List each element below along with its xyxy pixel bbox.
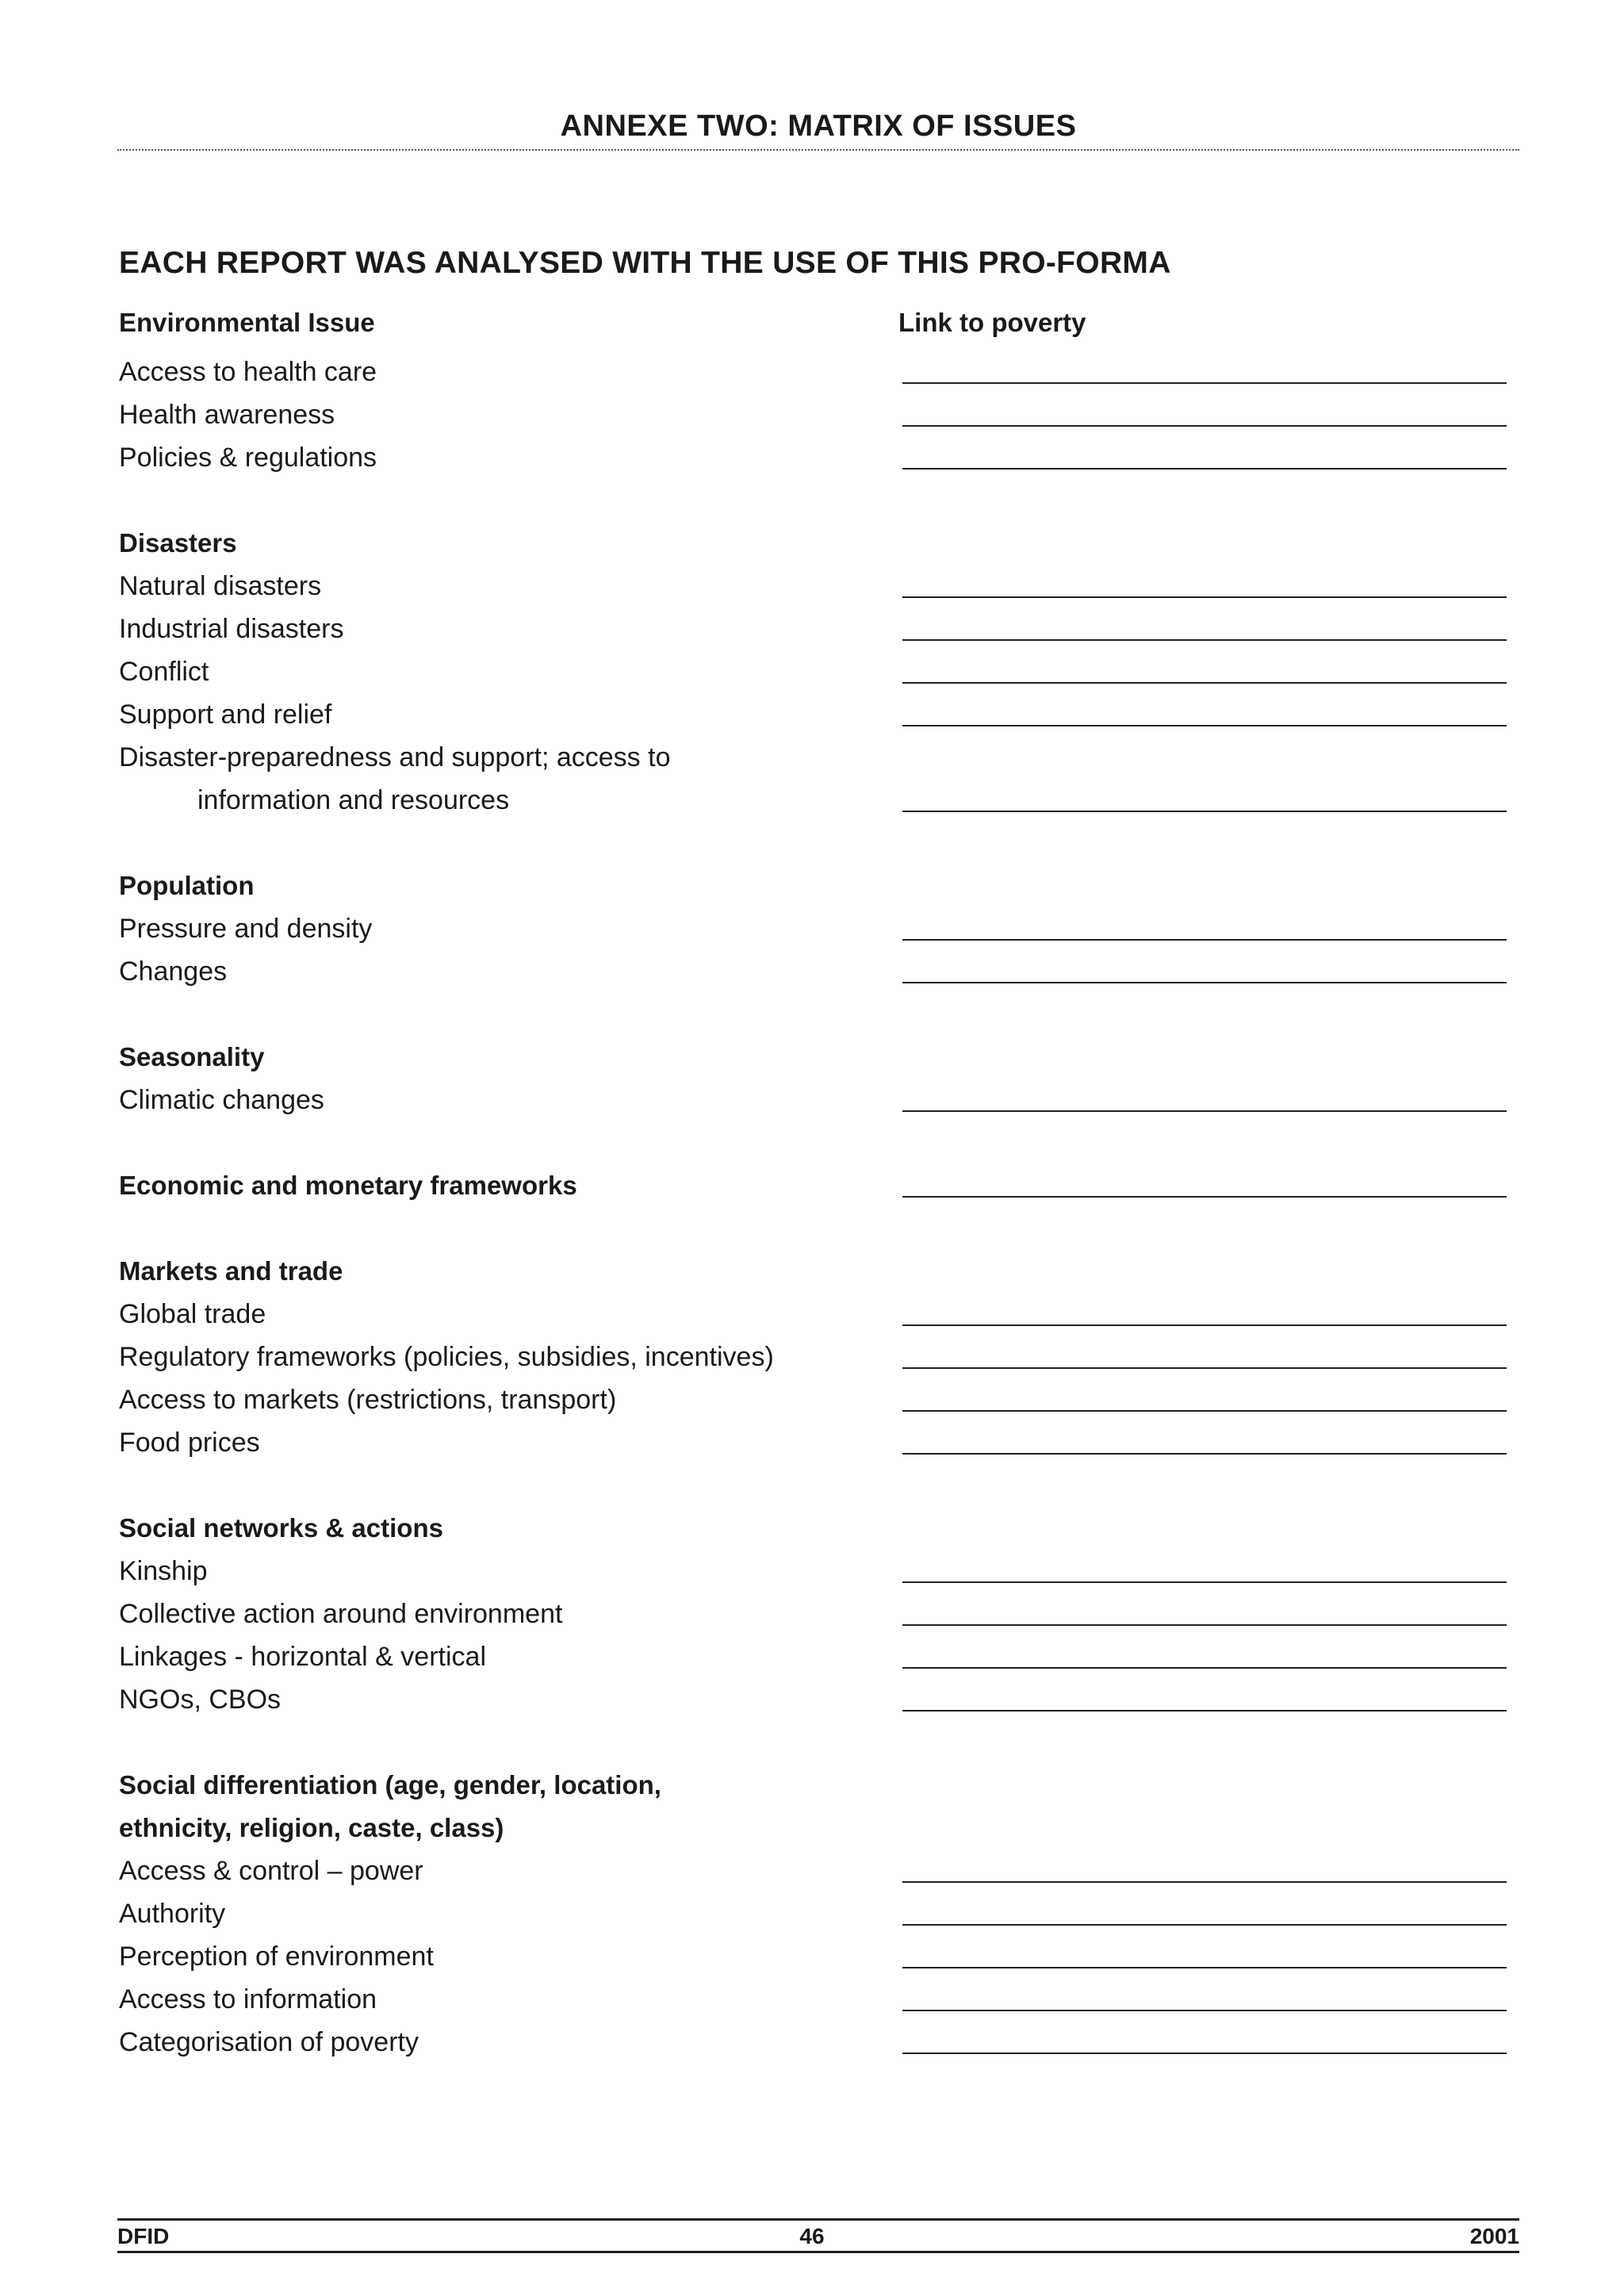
list-item xyxy=(119,1678,1507,1721)
column-header-environmental-issue: Environmental Issue xyxy=(119,308,375,337)
answer-line xyxy=(902,2053,1507,2054)
issue-label: Linkages - horizontal & vertical xyxy=(119,1642,487,1672)
issue-label: Access to health care xyxy=(119,357,377,387)
issue-label: Kinship xyxy=(119,1556,208,1586)
answer-line xyxy=(902,382,1507,384)
answer-line xyxy=(902,982,1507,983)
list-item xyxy=(119,1935,1507,1978)
column-header-link-to-poverty: Link to poverty xyxy=(898,308,1086,337)
issue-label: Natural disasters xyxy=(119,571,322,601)
answer-line xyxy=(902,1624,1507,1626)
issue-label: Conflict xyxy=(119,657,209,687)
list-item xyxy=(119,736,1507,779)
list-item xyxy=(119,1978,1507,2021)
list-item xyxy=(119,351,1507,393)
answer-line xyxy=(902,811,1507,812)
answer-line xyxy=(902,1710,1507,1711)
footer-year: 2001 xyxy=(1469,2224,1519,2248)
list-item xyxy=(119,1550,1507,1593)
issue-label: Global trade xyxy=(119,1299,266,1329)
answer-line xyxy=(902,425,1507,427)
list-item xyxy=(119,1892,1507,1935)
group-heading-label: Disasters xyxy=(119,528,237,558)
group-heading xyxy=(119,1250,1507,1293)
list-item xyxy=(119,393,1507,436)
issue-label: Categorisation of poverty xyxy=(119,2027,419,2057)
list-item xyxy=(119,650,1507,693)
answer-line xyxy=(902,1881,1507,1883)
group-heading xyxy=(119,1164,1507,1207)
issue-label: Disaster-preparedness and support; access to xyxy=(119,742,671,772)
answer-line xyxy=(902,725,1507,726)
group-heading-label: Population xyxy=(119,871,255,900)
group-heading-label-continuation: ethnicity, religion, caste, class) xyxy=(119,1813,504,1842)
answer-line xyxy=(902,2010,1507,2011)
issue-label: Access to information xyxy=(119,1984,377,2014)
answer-line xyxy=(902,1967,1507,1968)
issue-label: Support and relief xyxy=(119,700,332,730)
footer-divider-top xyxy=(117,2218,1519,2221)
list-item xyxy=(119,1635,1507,1678)
list-item xyxy=(119,779,1507,822)
group-heading-label: Social differentiation (age, gender, location, xyxy=(119,1770,661,1800)
answer-line xyxy=(902,596,1507,598)
list-item xyxy=(119,1378,1507,1421)
header-divider xyxy=(117,149,1519,151)
list-item xyxy=(119,950,1507,993)
list-item xyxy=(119,2021,1507,2064)
answer-line xyxy=(902,1410,1507,1412)
answer-line xyxy=(902,1581,1507,1583)
answer-line xyxy=(902,1110,1507,1112)
list-item xyxy=(119,1079,1507,1121)
issue-label: Access to markets (restrictions, transport) xyxy=(119,1385,617,1415)
issue-label: Policies & regulations xyxy=(119,443,377,473)
group-heading-label: Seasonality xyxy=(119,1042,265,1071)
section-title: EACH REPORT WAS ANALYSED WITH THE USE OF THIS PRO-FORMA xyxy=(119,246,1171,280)
list-item xyxy=(119,608,1507,650)
footer-divider-bottom xyxy=(117,2251,1519,2253)
answer-line xyxy=(902,1367,1507,1369)
answer-line xyxy=(902,939,1507,941)
list-item xyxy=(119,907,1507,950)
list-item xyxy=(119,565,1507,608)
issue-label: Authority xyxy=(119,1899,226,1929)
issue-label: Health awareness xyxy=(119,400,335,430)
group-heading xyxy=(119,1036,1507,1079)
group-heading xyxy=(119,864,1507,907)
answer-line xyxy=(902,1196,1507,1198)
issue-label: Collective action around environment xyxy=(119,1599,563,1629)
list-item xyxy=(119,1293,1507,1336)
list-item xyxy=(119,1849,1507,1892)
answer-line xyxy=(902,639,1507,641)
group-heading-label: Markets and trade xyxy=(119,1256,343,1286)
group-heading xyxy=(119,1807,1507,1849)
group-heading-label: Economic and monetary frameworks xyxy=(119,1171,577,1200)
answer-line xyxy=(902,468,1507,470)
answer-line xyxy=(902,1453,1507,1455)
issue-label: Climatic changes xyxy=(119,1085,324,1115)
group-heading-label: Social networks & actions xyxy=(119,1513,443,1543)
answer-line xyxy=(902,1324,1507,1326)
issue-label: Food prices xyxy=(119,1428,260,1458)
issue-label: Changes xyxy=(119,956,228,987)
group-heading xyxy=(119,1507,1507,1550)
list-item xyxy=(119,436,1507,479)
list-item xyxy=(119,1593,1507,1635)
issue-label: NGOs, CBOs xyxy=(119,1685,282,1715)
page-header-title: ANNEXE TWO: MATRIX OF ISSUES xyxy=(560,109,1077,143)
list-item xyxy=(119,1421,1507,1464)
group-heading xyxy=(119,1764,1507,1807)
group-heading xyxy=(119,522,1507,565)
answer-line xyxy=(902,682,1507,684)
list-item xyxy=(119,693,1507,736)
footer-page-number: 46 xyxy=(799,2224,825,2248)
issue-label: Perception of environment xyxy=(119,1941,434,1972)
list-item xyxy=(119,1336,1507,1378)
issue-label: Access & control – power xyxy=(119,1856,423,1886)
issue-label-continuation: information and resources xyxy=(197,785,510,815)
answer-line xyxy=(902,1667,1507,1669)
issue-label: Industrial disasters xyxy=(119,614,344,644)
issue-label: Regulatory frameworks (policies, subsidies, incentives) xyxy=(119,1342,774,1372)
answer-line xyxy=(902,1924,1507,1926)
issue-label: Pressure and density xyxy=(119,914,373,944)
footer-publisher: DFID xyxy=(117,2224,170,2248)
